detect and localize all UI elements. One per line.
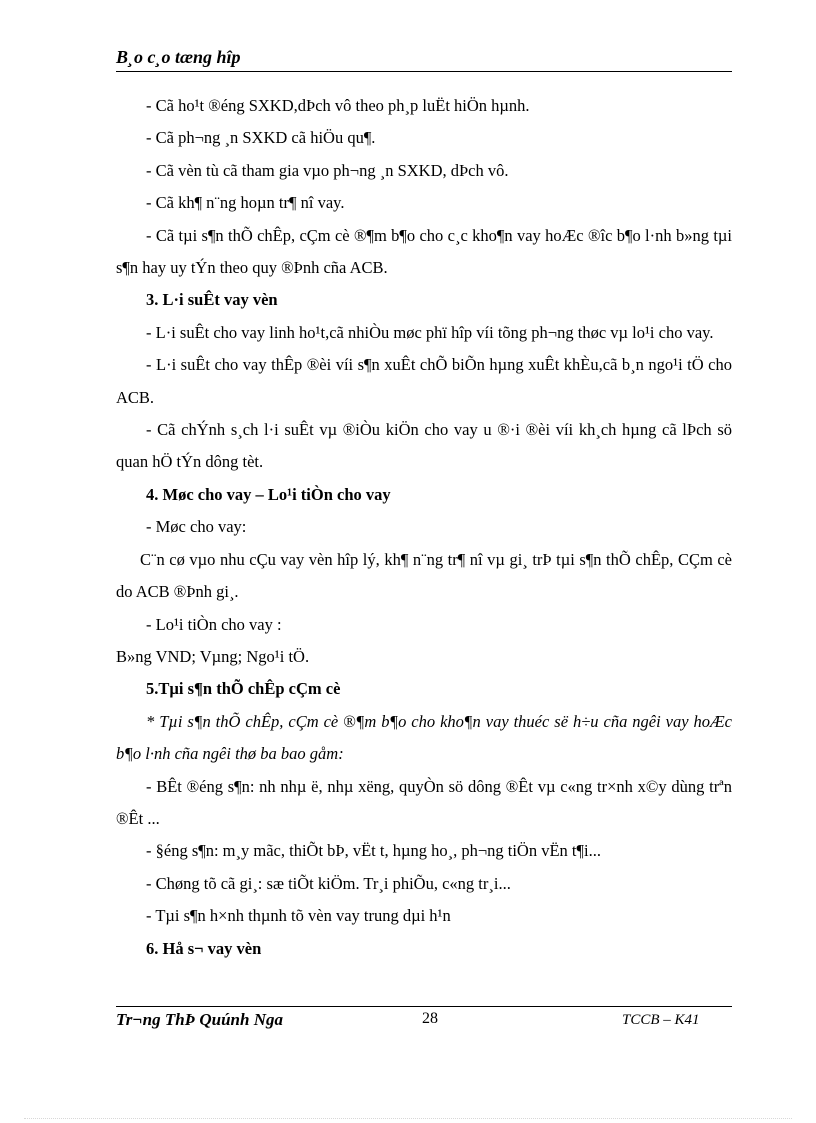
paragraph: * Tµi s¶n thÕ chÊp, cÇm cè ®¶m b¶o cho kho¶n vay thuéc së h÷u cña ngêi vay hoÆc b¶o l·nh cña ngêi thø ba bao gåm: — [116, 711, 732, 764]
header-divider — [116, 71, 732, 72]
paragraph: - Cã chÝnh s¸ch l·i suÊt vµ ®iÒu kiÖn cho vay u ®·i ®èi víi kh¸ch hµng cã lÞch sö quan hÖ tÝn dông tèt. — [116, 420, 732, 472]
section-heading: 4. Møc cho vay – Lo¹i tiÒn cho vay — [146, 484, 391, 504]
paragraph: - Cã vèn tù cã tham gia vµo ph¬ng ¸n SXKD, dÞch vô. — [146, 160, 509, 180]
paragraph: - Cã ho¹t ®éng SXKD,dÞch vô theo ph¸p luËt hiÖn hµnh. — [146, 96, 530, 115]
paragraph: - Cã ph¬ng ¸n SXKD cã hiÖu qu¶. — [146, 128, 376, 148]
page-number: 28 — [422, 1010, 438, 1027]
paragraph: C¨n cø vµo nhu cÇu vay vèn hîp lý, kh¶ n¨ng tr¶ nî vµ gi¸ trÞ tµi s¶n thÕ chÊp, CÇm cè do ACB ®Þnh gi¸. — [116, 549, 732, 602]
footer-divider — [116, 1006, 732, 1007]
paragraph: - Lo¹i tiÒn cho vay : — [146, 614, 282, 634]
footer-class-code: TCCB – K41 — [622, 1012, 700, 1028]
paragraph: - Cã kh¶ n¨ng hoµn tr¶ nî vay. — [146, 193, 345, 213]
footer-author: Tr¬ng ThÞ Quúnh Nga — [116, 1010, 283, 1029]
section-heading: 5.Tµi s¶n thÕ chÊp cÇm cè — [146, 679, 341, 699]
paragraph: - §éng s¶n: m¸y mãc, thiÕt bÞ, vËt t, hµng ho¸, ph¬ng tiÖn vËn t¶i... — [146, 841, 601, 861]
paragraph: - Tµi s¶n h×nh thµnh tõ vèn vay trung dµi h¹n — [146, 906, 451, 926]
paragraph: - L·i suÊt cho vay thÊp ®èi víi s¶n xuÊt chÕ biÕn hµng xuÊt khÈu,cã b¸n ngo¹i tÖ cho ACB. — [116, 355, 732, 407]
paragraph: - Møc cho vay: — [146, 517, 247, 537]
document-body — [116, 90, 732, 965]
paragraph: - Chøng tõ cã gi¸: sæ tiÕt kiÖm. Tr¸i phiÕu, c«ng tr¸i... — [146, 873, 511, 893]
section-heading: 6. Hå s¬ vay vèn — [146, 938, 262, 958]
paragraph: - Cã tµi s¶n thÕ chÊp, cÇm cè ®¶m b¶o cho c¸c kho¶n vay hoÆc ®îc b¶o l·nh b»ng tµi s¶n hay uy tÝn theo quy ®Þnh cña ACB. — [116, 225, 732, 278]
section-heading: 3. L·i suÊt vay vèn — [146, 290, 278, 310]
report-header-title: B¸o c¸o tæng hîp — [116, 47, 241, 67]
paragraph: - BÊt ®éng s¶n: nh nhµ ë, nhµ xëng, quyÒn sö dông ®Êt vµ c«ng tr×nh x©y dùng trªn ®Êt ... — [116, 776, 732, 828]
page-edge-divider — [24, 1118, 792, 1119]
paragraph: - L·i suÊt cho vay linh ho¹t,cã nhiÒu møc phï hîp víi tõng ph¬ng thøc vµ lo¹i cho vay. — [146, 322, 714, 342]
paragraph: B»ng VND; Vµng; Ngo¹i tÖ. — [116, 646, 310, 666]
